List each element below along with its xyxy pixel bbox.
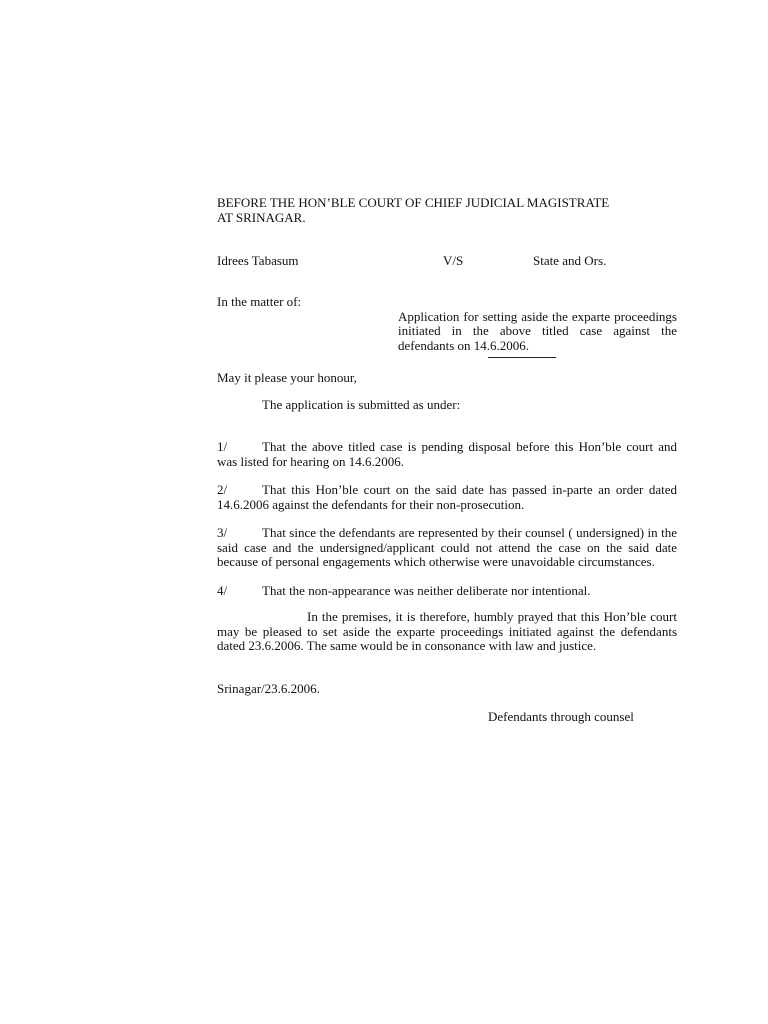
list-item	[217, 526, 677, 570]
list-item	[217, 440, 677, 469]
petitioner-name: Idrees Tabasum	[217, 253, 299, 268]
point-number: 1/	[217, 439, 228, 454]
subject-underline-divider	[488, 357, 556, 358]
matter-label: In the matter of:	[217, 294, 302, 309]
heading-line-2: AT SRINAGAR.	[217, 209, 306, 225]
point-text: That since the defendants are represented by their counsel ( undersigned) in the said case and the undersigned/applicant could not attend the case on the said date because of personal engagements which otherwise were unavoidable circumstances.	[217, 525, 677, 569]
point-number: 3/	[217, 525, 228, 540]
matter-section	[217, 295, 677, 358]
numbered-points	[217, 440, 677, 598]
point-text: That this Hon’ble court on the said date has passed in-parte an order dated 14.6.2006 against the defendants for their non-prosecution.	[217, 482, 677, 512]
respondent-name: State and Ors.	[533, 253, 607, 268]
point-number: 2/	[217, 482, 228, 497]
list-item	[217, 483, 677, 512]
signature-line: Defendants through counsel	[488, 709, 634, 724]
court-heading	[217, 196, 677, 225]
intro-line: The application is submitted as under:	[262, 396, 461, 412]
list-item	[217, 584, 677, 599]
point-number: 4/	[217, 582, 228, 598]
document-body	[217, 196, 677, 725]
versus-label: V/S	[443, 253, 464, 268]
point-text: That the above titled case is pending disposal before this Hon’ble court and was listed for hearing on 14.6.2006.	[217, 439, 677, 469]
heading-line-1: BEFORE THE HON’BLE COURT OF CHIEF JUDICIAL MAGISTRATE	[217, 195, 610, 210]
prayer-paragraph: In the premises, it is therefore, humbly prayed that this Hon’ble court may be pleased to set aside the exparte proceedings initiated against the defendants dated 23.6.2006. The same would be in consonance with law and justice.	[217, 609, 677, 653]
point-text: That the non-appearance was neither deliberate nor intentional.	[262, 582, 591, 598]
case-parties	[217, 254, 677, 269]
place-date: Srinagar/23.6.2006.	[217, 680, 320, 696]
matter-subject: Application for setting aside the exparte proceedings initiated in the above titled case against the defendants on 14.6.2006.	[398, 308, 677, 353]
salutation: May it please your honour,	[217, 370, 357, 385]
